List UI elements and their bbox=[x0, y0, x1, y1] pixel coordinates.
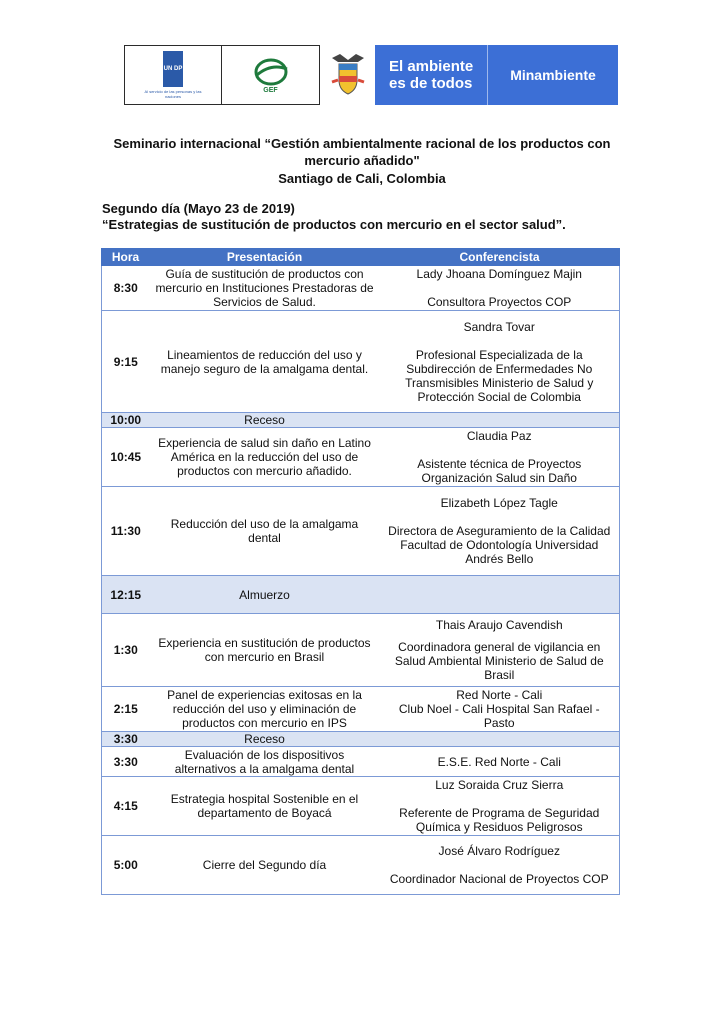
row-presentation: Almuerzo bbox=[150, 576, 380, 614]
row-speaker: E.S.E. Red Norte - Cali bbox=[380, 747, 620, 777]
agenda-break-row bbox=[102, 576, 620, 614]
row-speaker bbox=[380, 576, 620, 614]
header-hora: Hora bbox=[102, 249, 150, 266]
speaker-name: Luz Soraida Cruz Sierra bbox=[435, 778, 564, 792]
agenda-row bbox=[102, 614, 620, 687]
seminar-header bbox=[92, 134, 632, 189]
header-line-3: Santiago de Cali, Colombia bbox=[278, 171, 446, 186]
speaker-role: Referente de Programa de Seguridad Química y Residuos Peligrosos bbox=[399, 806, 600, 834]
minambiente-logo bbox=[375, 45, 618, 105]
gef-label: GEF bbox=[263, 86, 278, 94]
logo-banner bbox=[124, 45, 618, 105]
speaker-name: Elizabeth López Tagle bbox=[440, 496, 558, 510]
row-time: 12:15 bbox=[102, 576, 150, 614]
day-heading bbox=[102, 201, 566, 233]
speaker-name: Thais Araujo Cavendish bbox=[435, 618, 563, 632]
row-presentation: Experiencia de salud sin daño en Latino América en la reducción del uso de productos con mercurio añadido. bbox=[150, 428, 380, 487]
agenda-row bbox=[102, 777, 620, 836]
row-presentation: Reducción del uso de la amalgama dental bbox=[150, 487, 380, 576]
day-theme: “Estrategias de sustitución de productos con mercurio en el sector salud”. bbox=[102, 217, 566, 232]
row-speaker bbox=[380, 732, 620, 747]
row-time: 8:30 bbox=[102, 266, 150, 311]
header-line-2: mercurio añadido" bbox=[304, 153, 420, 168]
gef-logo bbox=[222, 45, 320, 105]
coat-of-arms-icon bbox=[328, 52, 368, 98]
row-time: 2:15 bbox=[102, 687, 150, 732]
speaker-name: Lady Jhoana Domínguez Majin bbox=[416, 267, 582, 281]
speaker-name: Sandra Tovar bbox=[463, 319, 535, 334]
row-time: 10:00 bbox=[102, 413, 150, 428]
agenda-row bbox=[102, 266, 620, 311]
row-time: 4:15 bbox=[102, 777, 150, 836]
row-speaker bbox=[380, 311, 620, 413]
agenda-row bbox=[102, 836, 620, 895]
speaker-name: Red Norte - Cali bbox=[456, 688, 543, 702]
agenda-row bbox=[102, 428, 620, 487]
header-conferencista: Conferencista bbox=[380, 249, 620, 266]
agenda-row bbox=[102, 747, 620, 777]
row-time: 3:30 bbox=[102, 732, 150, 747]
row-presentation: Receso bbox=[150, 413, 380, 428]
speaker-role: Coordinadora general de vigilancia en Salud Ambiental Ministerio de Salud de Brasil bbox=[394, 640, 604, 682]
row-time: 3:30 bbox=[102, 747, 150, 777]
brand-slogan bbox=[375, 45, 487, 105]
header-line-1: Seminario internacional “Gestión ambientalmente racional de los productos con bbox=[113, 136, 611, 151]
agenda-header-row bbox=[102, 249, 620, 266]
row-presentation: Lineamientos de reducción del uso y manejo seguro de la amalgama dental. bbox=[150, 311, 380, 413]
brand-line-2: es de todos bbox=[389, 75, 473, 92]
undp-logo bbox=[124, 45, 222, 105]
ministry-name: Minambiente bbox=[510, 67, 596, 83]
agenda-break-row bbox=[102, 732, 620, 747]
row-time: 9:15 bbox=[102, 311, 150, 413]
brand-line-1: El ambiente bbox=[389, 58, 474, 75]
speaker-role: Directora de Aseguramiento de la Calidad Facultad de Odontología Universidad Andrés Bello bbox=[388, 524, 611, 566]
speaker-role: Consultora Proyectos COP bbox=[427, 295, 572, 309]
speaker-role: Club Noel - Cali Hospital San Rafael - Pasto bbox=[398, 702, 600, 730]
row-time: 10:45 bbox=[102, 428, 150, 487]
undp-caption: Al servicio de las personas y las naciones bbox=[144, 89, 202, 99]
row-speaker bbox=[380, 487, 620, 576]
day-date: Segundo día (Mayo 23 de 2019) bbox=[102, 201, 295, 216]
row-presentation: Receso bbox=[150, 732, 380, 747]
gef-globe-icon bbox=[251, 57, 291, 87]
speaker-name: Claudia Paz bbox=[466, 429, 532, 443]
row-presentation: Estrategia hospital Sostenible en el departamento de Boyacá bbox=[150, 777, 380, 836]
speaker-role: Profesional Especializada de la Subdirección de Enfermedades No Transmisibles Ministerio de Salud y Protección Social de Colombia bbox=[405, 347, 594, 404]
agenda-table bbox=[101, 248, 620, 895]
agenda-row bbox=[102, 687, 620, 732]
row-speaker bbox=[380, 836, 620, 895]
header-presentacion: Presentación bbox=[150, 249, 380, 266]
row-presentation: Panel de experiencias exitosas en la reducción del uso y eliminación de productos con mercurio en IPS bbox=[150, 687, 380, 732]
row-presentation: Guía de sustitución de productos con mercurio en Instituciones Prestadoras de Servicios de Salud. bbox=[150, 266, 380, 311]
undp-mark-text: UN DP bbox=[163, 66, 183, 72]
row-time: 1:30 bbox=[102, 614, 150, 687]
row-speaker bbox=[380, 428, 620, 487]
undp-mark bbox=[163, 51, 183, 87]
row-presentation: Experiencia en sustitución de productos con mercurio en Brasil bbox=[150, 614, 380, 687]
agenda-row bbox=[102, 487, 620, 576]
row-time: 11:30 bbox=[102, 487, 150, 576]
speaker-name: José Álvaro Rodríguez bbox=[438, 844, 560, 858]
row-presentation: Cierre del Segundo día bbox=[150, 836, 380, 895]
row-time: 5:00 bbox=[102, 836, 150, 895]
agenda-row bbox=[102, 311, 620, 413]
row-speaker bbox=[380, 687, 620, 732]
row-speaker bbox=[380, 413, 620, 428]
speaker-role: Coordinador Nacional de Proyectos COP bbox=[389, 872, 609, 886]
agenda-break-row bbox=[102, 413, 620, 428]
row-presentation: Evaluación de los dispositivos alternativos a la amalgama dental bbox=[150, 747, 380, 777]
colombia-crest-logo bbox=[320, 45, 375, 105]
row-speaker bbox=[380, 266, 620, 311]
row-speaker bbox=[380, 614, 620, 687]
row-speaker bbox=[380, 777, 620, 836]
speaker-role: Asistente técnica de Proyectos Organización Salud sin Daño bbox=[417, 457, 582, 485]
